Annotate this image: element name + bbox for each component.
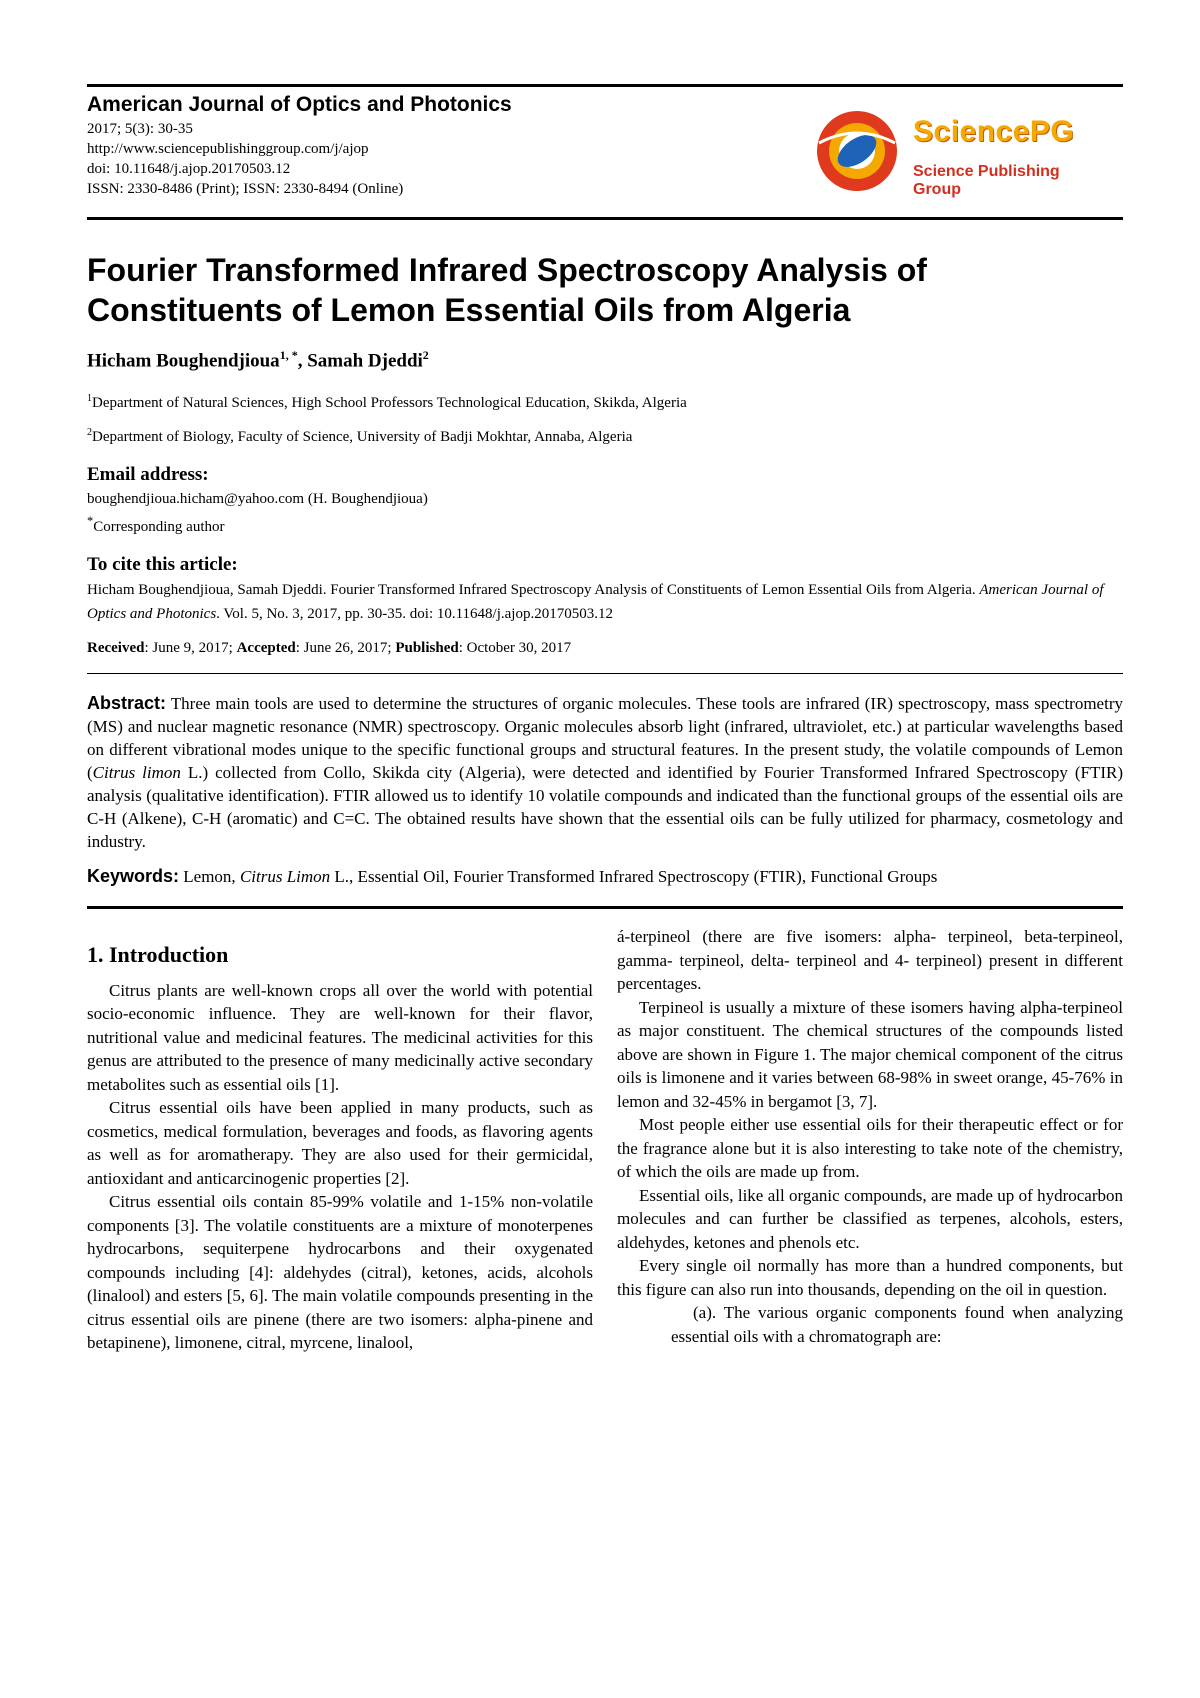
citation-text: Hicham Boughendjioua, Samah Djeddi. Fourier Transformed Infrared Spectroscopy Analysis of Constituents of Lemon Essential Oils from Algeria. American Journal of Optics and Photonics. Vol. 5, No. 3, 2017, pp. 30-35. doi: 10.11648/j.ajop.20170503.12 bbox=[87, 582, 1104, 623]
logo-wordmark: SciencePG bbox=[913, 115, 1075, 148]
paragraph-continued: á-terpineol (there are five isomers: alpha- terpineol, beta-terpineol, gamma- terpineol, delta- terpineol and 4- terpineol) present in different percentages. bbox=[617, 927, 1123, 994]
list-item: (a). The various organic components found when analyzing essential oils with a chromatograph are: bbox=[671, 1303, 1123, 1346]
keywords-label: Keywords: bbox=[87, 866, 180, 887]
cite-heading: To cite this article: bbox=[87, 554, 238, 576]
corresponding-author-note: *Corresponding author bbox=[87, 514, 225, 536]
abstract-top-rule bbox=[87, 673, 1123, 674]
logo-subtitle: Science Publishing Group bbox=[913, 163, 1060, 198]
paragraph: Citrus essential oils contain 85-99% volatile and 1-15% non-volatile components [3]. The volatile constituents are a mixture of monoterpenes hydrocarbons, sequiterpene hydrocarbons and their oxygenated compounds including [4]: aldehydes (citral), ketones, acids, alcohols (linalool) and esters [5, 6]. The main volatile compounds presenting in the citrus essential oils are pinene (there are two isomers: alpha-pinene and betapinene), limonene, citral, myrcene, linalool, bbox=[87, 1192, 593, 1353]
header-top-rule bbox=[87, 84, 1123, 87]
journal-name: American Journal of Optics and Photonics bbox=[87, 93, 512, 116]
section-heading-introduction: 1. Introduction bbox=[87, 942, 229, 968]
journal-issn: ISSN: 2330-8486 (Print); ISSN: 2330-8494 (Online) bbox=[87, 181, 404, 197]
journal-volume: 2017; 5(3): 30-35 bbox=[87, 121, 193, 137]
paragraph: Every single oil normally has more than a hundred components, but this figure can also run into thousands, depending on the oil in question. bbox=[617, 1256, 1123, 1299]
affiliation-2: $^2$Department of Biology, Faculty of Science, University of Badji Mokhtar, Annaba, Algeria bbox=[87, 427, 633, 446]
author-list: Hicham Boughendjioua$^{1, *}$, Samah Djeddi$^2$ bbox=[87, 348, 429, 372]
paragraph: Most people either use essential oils for their therapeutic effect or for the fragrance alone but it is also interesting to take note of the chemistry, of which the oils are made up from. bbox=[617, 1115, 1123, 1182]
author-affiliation-mark: 2 bbox=[422, 348, 429, 362]
paragraph: Citrus plants are well-known crops all over the world with potential socio-economic influence. They are well-known for their flavor, nutritional value and medicinal features. The medicinal activities for this genus are attributed to the presence of many medicinally active secondary metabolites such as essential oils [1]. bbox=[87, 980, 593, 1094]
journal-header bbox=[87, 93, 1123, 217]
author-name: Hicham Boughendjioua bbox=[87, 350, 280, 372]
paper-page bbox=[87, 84, 1123, 1355]
affiliation-1: $^1$Department of Natural Sciences, High School Professors Technological Education, Skikda, Algeria bbox=[87, 393, 687, 412]
paragraph: Terpineol is usually a mixture of these isomers having alpha-terpineol as major constituent. The chemical structures of the compounds listed above are shown in Figure 1. The major chemical component of the citrus oils is limonene and it varies between 68-98% in sweet orange, 45-76% in lemon and 32-45% in bergamot [3, 7]. bbox=[617, 997, 1123, 1111]
publication-dates: Received: June 9, 2017; Accepted: June 26, 2017; Published: October 30, 2017 bbox=[87, 640, 572, 657]
journal-url[interactable]: http://www.sciencepublishinggroup.com/j/ajop bbox=[87, 141, 369, 157]
email-address[interactable]: boughendjioua.hicham@yahoo.com (H. Boughendjioua) bbox=[87, 491, 428, 508]
body-column-right bbox=[617, 925, 1123, 1355]
paragraph: Essential oils, like all organic compounds, are made up of hydrocarbon molecules and can further be classified as terpenes, alcohols, esters, aldehydes, ketones and phenols etc. bbox=[617, 1185, 1123, 1252]
body-columns bbox=[87, 925, 1123, 1355]
author-name: Samah Djeddi bbox=[307, 350, 423, 372]
author-affiliation-mark: 1, * bbox=[279, 348, 298, 362]
email-heading: Email address: bbox=[87, 464, 209, 486]
paragraph: Citrus essential oils have been applied in many products, such as cosmetics, medical formulation, beverages and foods, as flavoring agents as well as for aromatherapy. They are also used for their germicidal, antioxidant and anticarcinogenic properties [2]. bbox=[87, 1098, 593, 1188]
header-bottom-rule bbox=[87, 217, 1123, 220]
article-doi: doi: 10.11648/j.ajop.20170503.12 bbox=[87, 161, 291, 177]
body-column-left bbox=[87, 925, 593, 1355]
citation-journal: American Journal of Optics and Photonics bbox=[87, 582, 1104, 623]
body-top-rule bbox=[87, 906, 1123, 909]
sciencepg-logo bbox=[809, 103, 1109, 199]
abstract: Abstract: Three main tools are used to determine the structures of organic molecules. These tools are infrared (IR) spectroscopy, mass spectrometry (MS) and nuclear magnetic resonance (NMR) spectroscopy. Organic molecules absorb light (infrared, ultraviolet, etc.) at particular wavelengths based on different vibrational modes unique to the specific functional groups and structural features. In the present study, the volatile compounds of Lemon (Citrus limon L.) collected from Collo, Skikda city (Algeria), were detected and identified by Fourier Transformed Infrared Spectroscopy (FTIR) analysis (qualitative identification). FTIR allowed us to identify 10 volatile compounds and indicated than the functional groups of the essential oils are C-H (Alkene), C-H (aromatic) and C=C. The obtained results have shown that the essential oils can be fully utilized for pharmacy, cosmetology and industry. bbox=[87, 693, 1123, 852]
abstract-label: Abstract: bbox=[87, 693, 167, 714]
article-title: Fourier Transformed Infrared Spectroscopy Analysis of Constituents of Lemon Essential Oils from Algeria bbox=[87, 252, 927, 328]
sciencepg-logo-icon bbox=[809, 103, 909, 199]
keywords: Keywords: Lemon, Citrus Limon L., Essential Oil, Fourier Transformed Infrared Spectroscopy (FTIR), Functional Groups bbox=[87, 866, 938, 887]
